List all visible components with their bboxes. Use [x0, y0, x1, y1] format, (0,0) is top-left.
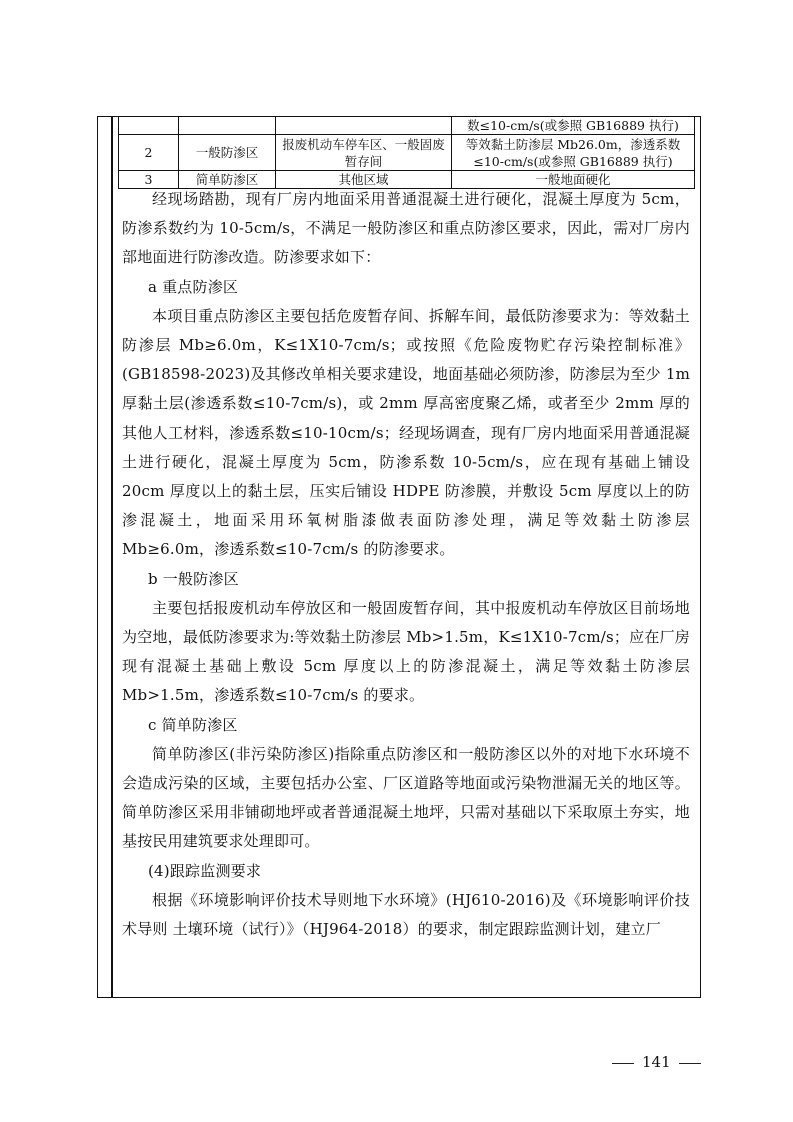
cell-area: 其他区域	[276, 171, 452, 189]
cell-no: 3	[119, 171, 179, 189]
paragraph: 本项目重点防渗区主要包括危废暂存间、拆解车间，最低防渗要求为：等效黏土防渗层 Mb≥6.0m，K≤1X10-7cm/s；或按照《危险废物贮存污染控制标准》(GB18598-2023)及其修改单相关要求建设，地面基础必须防渗，防渗层为至少 1m 厚黏土层(渗透系数≤10-7cm/s)，或 2mm 厚高密度聚乙烯，或者至少 2mm 厚的其他人工材料，渗透系数≤10-10cm/s；经现场调查，现有厂房内地面采用普通混凝土进行硬化，混凝土厚度为 5cm，防渗系数 10-5cm/s，应在现有基础上铺设 20cm 厚度以上的黏土层，压实后铺设 HDPE 防渗膜，并敷设 5cm 厚度以上的防渗混凝土，地面采用环氧树脂漆做表面防渗处理，满足等效黏土防渗层 Mb≥6.0m，渗透系数≤10-7cm/s 的防渗要求。	[122, 306, 691, 559]
cell-zone: 简单防渗区	[179, 171, 276, 189]
footer-dash-left	[612, 1063, 634, 1064]
paragraph: 经现场踏勘，现有厂房内地面采用普通混凝土进行硬化，混凝土厚度为 5cm，防渗系数约为 10-5cm/s，不满足一般防渗区和重点防渗区要求，因此，需对厂房内部地面进行防渗改造。防渗要求如下：	[122, 190, 690, 267]
section-heading: b 一般防渗区	[148, 569, 239, 588]
section-heading: c 简单防渗区	[148, 715, 238, 734]
cell-area: 报废机动车停车区、一般固废暂存间	[276, 135, 452, 171]
paragraph: 根据《环境影响评价技术导则地下水环境》(HJ610-2016)及《环境影响评价技术导则 土壤环境（试行）》（HJ964-2018）的要求，制定跟踪监测计划，建立厂	[122, 890, 690, 939]
cell-requirement: 数≤10-cm/s(或参照 GB16889 执行)	[452, 117, 695, 135]
cell-no	[119, 117, 179, 135]
body-text	[122, 185, 690, 944]
frame-inner-rule	[111, 116, 113, 998]
table-row	[119, 117, 695, 135]
section-heading: (4)跟踪监测要求	[148, 861, 262, 880]
cell-zone: 一般防渗区	[179, 135, 276, 171]
cell-requirement: 一般地面硬化	[452, 171, 695, 189]
paragraph: 简单防渗区(非污染防渗区)指除重点防渗区和一般防渗区以外的对地下水环境不会造成污染的区域，主要包括办公室、厂区道路等地面或污染物泄漏无关的地区等。简单防渗区采用非铺砌地坪或者普通混凝土地坪，只需对基础以下采取原土夯实，地基按民用建筑要求处理即可。	[122, 744, 690, 851]
cell-no: 2	[119, 135, 179, 171]
table-row	[119, 135, 695, 171]
section-heading: a 重点防渗区	[148, 277, 239, 296]
seepage-zone-table	[118, 116, 695, 189]
cell-requirement: 等效黏土防渗层 Mb26.0m，渗透系数≤10-cm/s(或参照 GB16889 执行)	[452, 135, 695, 171]
page-number: 141	[642, 1053, 671, 1071]
page-footer	[604, 1053, 709, 1071]
paragraph: 主要包括报废机动车停放区和一般固废暂存间，其中报废机动车停放区目前场地为空地，最低防渗要求为:等效黏土防渗层 Mb>1.5m，K≤1X10-7cm/s；应在厂房现有混凝土基础上敷设 5cm 厚度以上的防渗混凝土，满足等效黏土防渗层 Mb>1.5m，渗透系数≤10-7cm/s 的要求。	[122, 598, 690, 705]
cell-area	[276, 117, 452, 135]
footer-dash-right	[679, 1063, 701, 1064]
cell-zone	[179, 117, 276, 135]
